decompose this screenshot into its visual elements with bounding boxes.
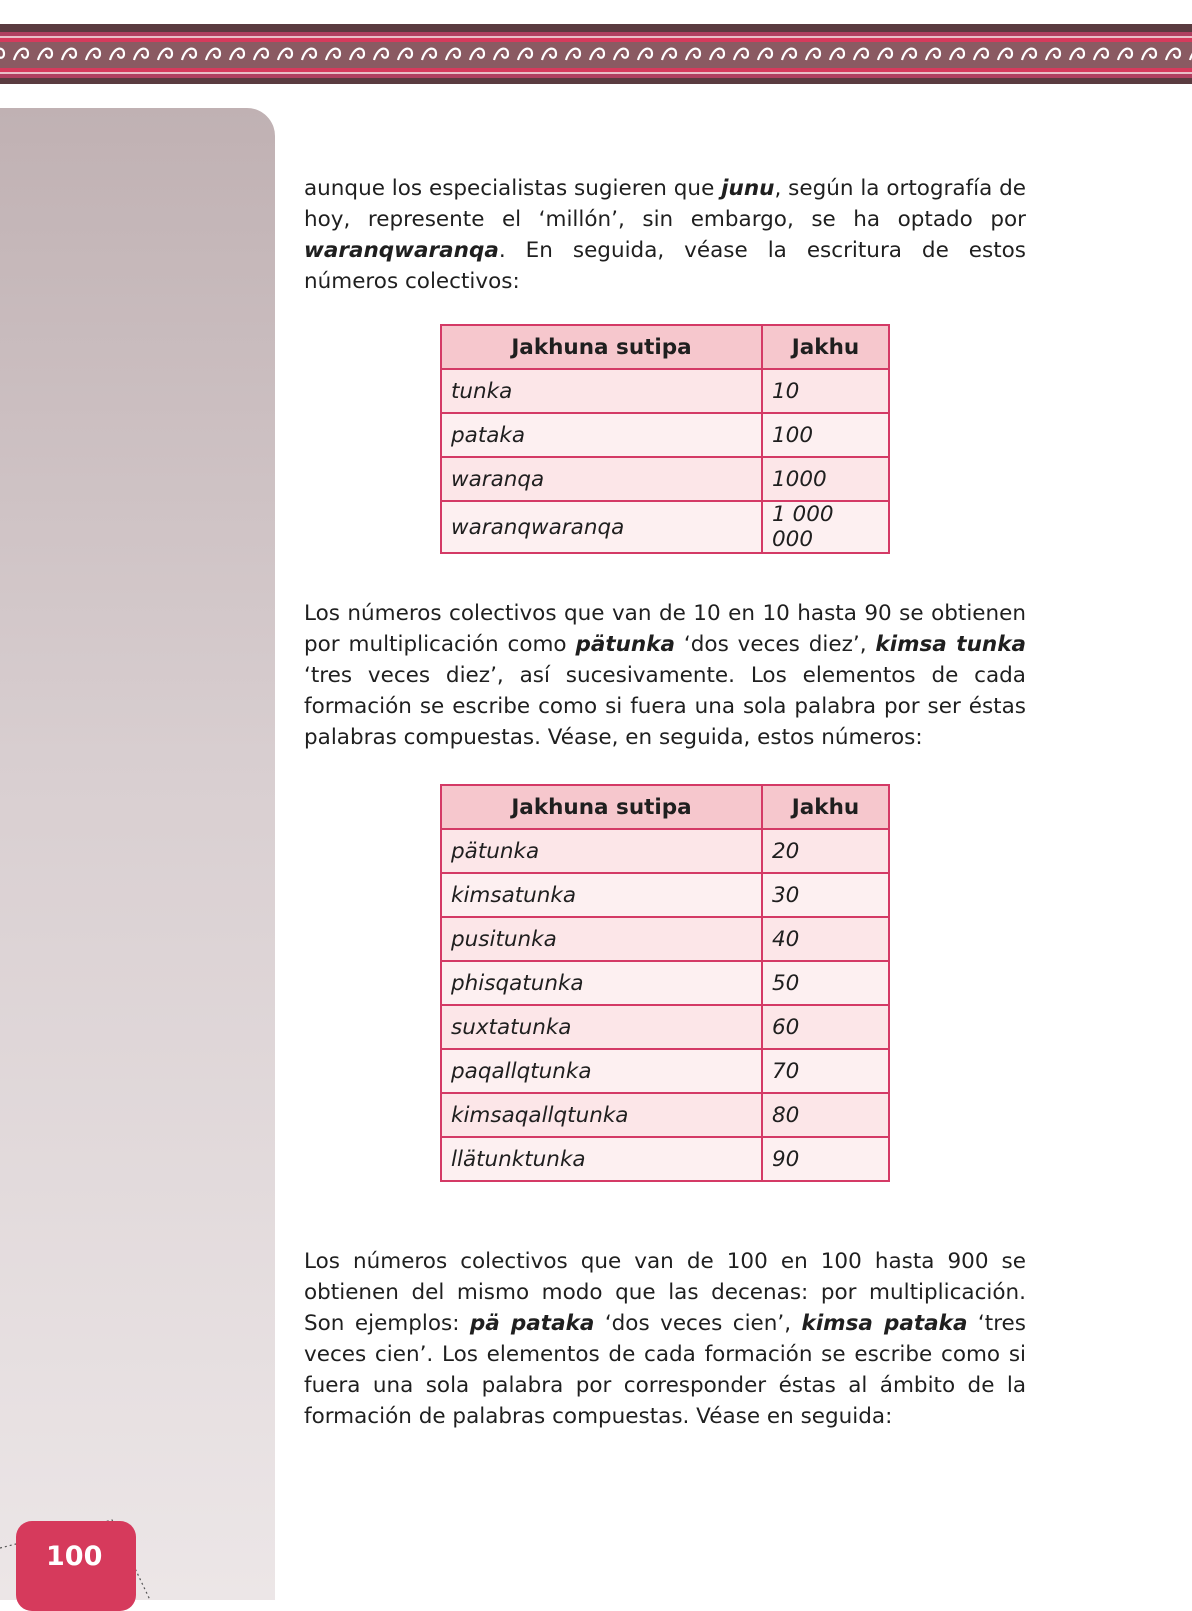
cell-number: 50 — [762, 961, 889, 1005]
text-segment: aunque los especialistas sugieren que — [304, 176, 722, 201]
table-row — [441, 917, 889, 961]
text-segment: Los números colectivos que van de 10 en 10 hasta 90 se obtienen por multiplicación como — [304, 601, 1026, 657]
cell-number: 60 — [762, 1005, 889, 1049]
cell-name: phisqatunka — [441, 961, 762, 1005]
cell-name: kimsatunka — [441, 873, 762, 917]
table-row — [441, 501, 889, 553]
text-segment: ‘tres veces diez’, así sucesivamente. Los elementos de cada formación se escribe como si fuera una sola palabra por ser éstas palabras compuestas. Véase, en seguida, estos números: — [304, 663, 1026, 750]
collective-numbers-table — [440, 324, 890, 554]
page-number-tab — [16, 1521, 136, 1611]
text-segment: Los números colectivos que van de 100 en 100 hasta 900 se obtienen del mismo modo que las decenas: por multiplicación. Son ejemplos: — [304, 1249, 1026, 1336]
cell-name: pätunka — [441, 829, 762, 873]
table-row — [441, 1093, 889, 1137]
table-row — [441, 961, 889, 1005]
tens-numbers-table — [440, 784, 890, 1182]
table-row — [441, 873, 889, 917]
text-segment: , según la ortografía de hoy, represente el ‘millón’, sin embargo, se ha optado por — [304, 176, 1027, 232]
column-header-number: Jakhu — [762, 785, 889, 829]
term-waranqwaranqa: waranqwaranqa — [304, 238, 499, 263]
table-row — [441, 829, 889, 873]
text-segment: . En seguida, véase la escritura de estos números colectivos: — [304, 238, 1026, 294]
text-segment: ‘dos veces diez’, — [675, 632, 876, 657]
term-pa-pataka: pä pataka — [469, 1311, 595, 1336]
column-header-name: Jakhuna sutipa — [441, 785, 762, 829]
cell-name: pataka — [441, 413, 762, 457]
text-segment: ‘dos veces cien’, — [594, 1311, 802, 1336]
cell-name: llätunktunka — [441, 1137, 762, 1181]
cell-number: 1 000 000 — [762, 501, 889, 553]
cell-name: pusitunka — [441, 917, 762, 961]
table-row — [441, 1137, 889, 1181]
cell-name: kimsaqallqtunka — [441, 1093, 762, 1137]
cell-number: 100 — [762, 413, 889, 457]
sidebar-panel — [0, 108, 275, 1600]
term-kimsa-pataka: kimsa pataka — [801, 1311, 968, 1336]
cell-number: 40 — [762, 917, 889, 961]
cell-name: waranqa — [441, 457, 762, 501]
cell-name: suxtatunka — [441, 1005, 762, 1049]
table-header-row — [441, 785, 889, 829]
table-row — [441, 1005, 889, 1049]
cell-name: paqallqtunka — [441, 1049, 762, 1093]
cell-number: 20 — [762, 829, 889, 873]
cell-number: 70 — [762, 1049, 889, 1093]
cell-number: 1000 — [762, 457, 889, 501]
table-row — [441, 413, 889, 457]
paragraph-hundreds — [304, 1246, 1026, 1432]
term-kimsa-tunka: kimsa tunka — [875, 632, 1027, 657]
decorative-border-band — [0, 24, 1192, 84]
column-header-name: Jakhuna sutipa — [441, 325, 762, 369]
table-row — [441, 1049, 889, 1093]
term-junu: junu — [721, 176, 775, 201]
table-row — [441, 457, 889, 501]
text-segment: ‘tres veces cien’. Los elementos de cada formación se escribe como si fuera una sola palabra por corresponder éstas al ámbito de la formación de palabras compuestas. Véase en seguida: — [304, 1311, 1026, 1429]
cell-number: 30 — [762, 873, 889, 917]
page-number: 100 — [46, 1541, 103, 1572]
cell-number: 90 — [762, 1137, 889, 1181]
column-header-number: Jakhu — [762, 325, 889, 369]
table-header-row — [441, 325, 889, 369]
paragraph-tens — [304, 598, 1026, 753]
cell-number: 10 — [762, 369, 889, 413]
cell-name: waranqwaranqa — [441, 501, 762, 553]
table-row — [441, 369, 889, 413]
cell-name: tunka — [441, 369, 762, 413]
paragraph-intro — [304, 173, 1026, 297]
term-patunka: pätunka — [575, 632, 676, 657]
cell-number: 80 — [762, 1093, 889, 1137]
